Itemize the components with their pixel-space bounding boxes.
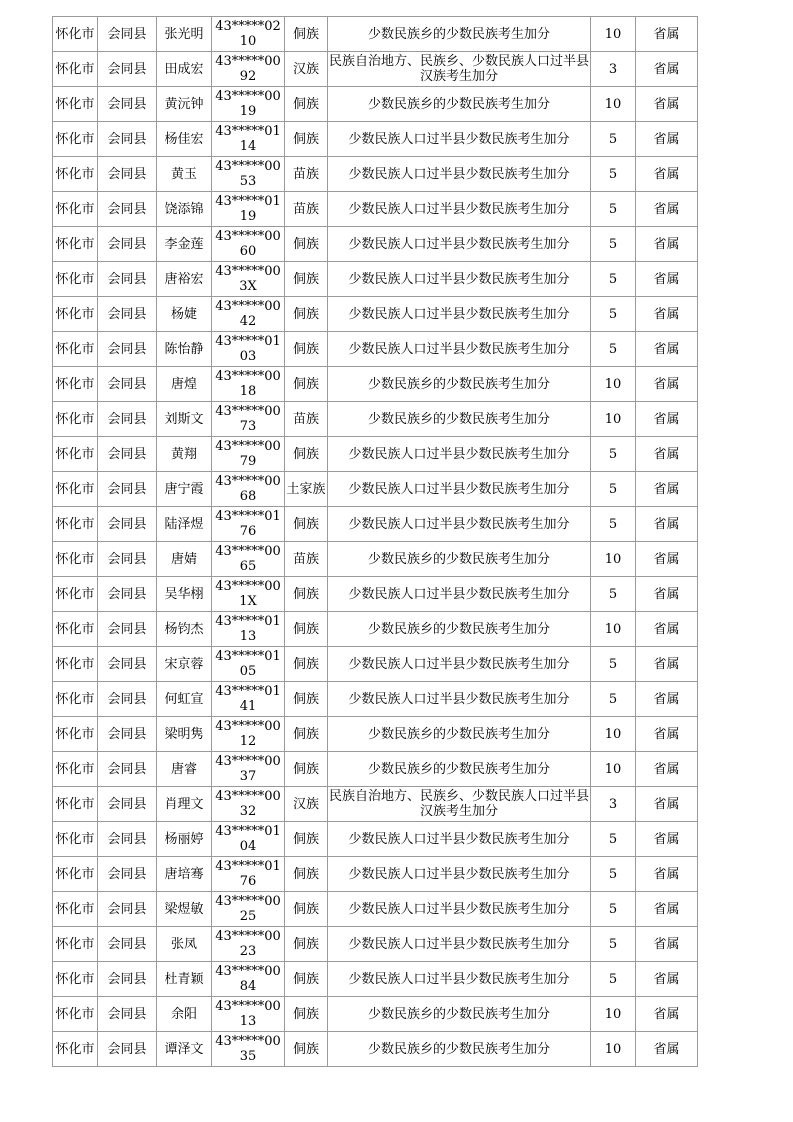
bonus-reason-cell: 少数民族人口过半县少数民族考生加分 <box>328 192 591 227</box>
table-row <box>53 52 698 87</box>
id-number-cell: 43*****0073 <box>212 402 285 437</box>
name-cell: 唐裕宏 <box>157 262 212 297</box>
id-number-cell: 43*****001X <box>212 577 285 612</box>
bonus-points-cell: 5 <box>591 297 636 332</box>
table-row <box>53 122 698 157</box>
bonus-reason-cell: 少数民族人口过半县少数民族考生加分 <box>328 892 591 927</box>
level-cell: 省属 <box>636 892 698 927</box>
level-cell: 省属 <box>636 507 698 542</box>
county-cell: 会同县 <box>98 682 157 717</box>
level-cell: 省属 <box>636 227 698 262</box>
ethnicity-cell: 侗族 <box>285 262 328 297</box>
table-row <box>53 367 698 402</box>
id-number-cell: 43*****0060 <box>212 227 285 262</box>
city-cell: 怀化市 <box>53 367 98 402</box>
ethnicity-cell: 侗族 <box>285 752 328 787</box>
county-cell: 会同县 <box>98 612 157 647</box>
name-cell: 张光明 <box>157 17 212 52</box>
bonus-points-cell: 5 <box>591 577 636 612</box>
bonus-reason-cell: 少数民族乡的少数民族考生加分 <box>328 87 591 122</box>
level-cell: 省属 <box>636 332 698 367</box>
name-cell: 唐宁霞 <box>157 472 212 507</box>
table-row <box>53 192 698 227</box>
level-cell: 省属 <box>636 52 698 87</box>
level-cell: 省属 <box>636 297 698 332</box>
id-number-cell: 43*****0119 <box>212 192 285 227</box>
bonus-reason-cell: 少数民族人口过半县少数民族考生加分 <box>328 332 591 367</box>
id-number-cell: 43*****0065 <box>212 542 285 577</box>
ethnicity-cell: 侗族 <box>285 227 328 262</box>
bonus-points-cell: 3 <box>591 787 636 822</box>
id-number-cell: 43*****0023 <box>212 927 285 962</box>
bonus-points-cell: 10 <box>591 17 636 52</box>
level-cell: 省属 <box>636 997 698 1032</box>
table-row <box>53 752 698 787</box>
county-cell: 会同县 <box>98 87 157 122</box>
ethnicity-cell: 侗族 <box>285 332 328 367</box>
bonus-points-cell: 5 <box>591 262 636 297</box>
table-row <box>53 892 698 927</box>
city-cell: 怀化市 <box>53 997 98 1032</box>
level-cell: 省属 <box>636 752 698 787</box>
name-cell: 刘斯文 <box>157 402 212 437</box>
id-number-cell: 43*****0092 <box>212 52 285 87</box>
level-cell: 省属 <box>636 17 698 52</box>
id-number-cell: 43*****0084 <box>212 962 285 997</box>
city-cell: 怀化市 <box>53 822 98 857</box>
level-cell: 省属 <box>636 962 698 997</box>
county-cell: 会同县 <box>98 332 157 367</box>
bonus-reason-cell: 少数民族人口过半县少数民族考生加分 <box>328 297 591 332</box>
bonus-points-cell: 5 <box>591 507 636 542</box>
county-cell: 会同县 <box>98 787 157 822</box>
table-row <box>53 437 698 472</box>
table-row <box>53 262 698 297</box>
city-cell: 怀化市 <box>53 262 98 297</box>
id-number-cell: 43*****0037 <box>212 752 285 787</box>
county-cell: 会同县 <box>98 122 157 157</box>
table-row <box>53 332 698 367</box>
id-number-cell: 43*****0019 <box>212 87 285 122</box>
city-cell: 怀化市 <box>53 962 98 997</box>
bonus-reason-cell: 民族自治地方、民族乡、少数民族人口过半县汉族考生加分 <box>328 787 591 822</box>
city-cell: 怀化市 <box>53 647 98 682</box>
county-cell: 会同县 <box>98 927 157 962</box>
city-cell: 怀化市 <box>53 122 98 157</box>
ethnicity-cell: 侗族 <box>285 682 328 717</box>
city-cell: 怀化市 <box>53 227 98 262</box>
county-cell: 会同县 <box>98 52 157 87</box>
bonus-points-cell: 5 <box>591 892 636 927</box>
id-number-cell: 43*****0114 <box>212 122 285 157</box>
id-number-cell: 43*****0053 <box>212 157 285 192</box>
city-cell: 怀化市 <box>53 752 98 787</box>
bonus-reason-cell: 少数民族人口过半县少数民族考生加分 <box>328 227 591 262</box>
bonus-reason-cell: 少数民族人口过半县少数民族考生加分 <box>328 927 591 962</box>
county-cell: 会同县 <box>98 227 157 262</box>
bonus-reason-cell: 少数民族人口过半县少数民族考生加分 <box>328 822 591 857</box>
bonus-reason-cell: 少数民族人口过半县少数民族考生加分 <box>328 472 591 507</box>
id-number-cell: 43*****0176 <box>212 857 285 892</box>
ethnicity-cell: 侗族 <box>285 997 328 1032</box>
table-row <box>53 997 698 1032</box>
bonus-points-cell: 10 <box>591 87 636 122</box>
ethnicity-cell: 侗族 <box>285 717 328 752</box>
county-cell: 会同县 <box>98 297 157 332</box>
city-cell: 怀化市 <box>53 332 98 367</box>
ethnicity-cell: 侗族 <box>285 507 328 542</box>
bonus-reason-cell: 少数民族人口过半县少数民族考生加分 <box>328 507 591 542</box>
table-row <box>53 612 698 647</box>
county-cell: 会同县 <box>98 822 157 857</box>
level-cell: 省属 <box>636 192 698 227</box>
level-cell: 省属 <box>636 577 698 612</box>
name-cell: 谭泽文 <box>157 1032 212 1067</box>
city-cell: 怀化市 <box>53 437 98 472</box>
table-body <box>53 17 698 1067</box>
bonus-points-cell: 10 <box>591 752 636 787</box>
id-number-cell: 43*****0079 <box>212 437 285 472</box>
name-cell: 杨婕 <box>157 297 212 332</box>
bonus-points-cell: 5 <box>591 157 636 192</box>
county-cell: 会同县 <box>98 647 157 682</box>
bonus-reason-cell: 少数民族人口过半县少数民族考生加分 <box>328 262 591 297</box>
id-number-cell: 43*****0068 <box>212 472 285 507</box>
bonus-reason-cell: 少数民族人口过半县少数民族考生加分 <box>328 157 591 192</box>
ethnicity-cell: 侗族 <box>285 577 328 612</box>
county-cell: 会同县 <box>98 262 157 297</box>
bonus-reason-cell: 少数民族乡的少数民族考生加分 <box>328 717 591 752</box>
ethnicity-cell: 侗族 <box>285 962 328 997</box>
city-cell: 怀化市 <box>53 787 98 822</box>
name-cell: 黄玉 <box>157 157 212 192</box>
table-row <box>53 542 698 577</box>
bonus-reason-cell: 少数民族人口过半县少数民族考生加分 <box>328 437 591 472</box>
county-cell: 会同县 <box>98 157 157 192</box>
name-cell: 陆泽煜 <box>157 507 212 542</box>
id-number-cell: 43*****0035 <box>212 1032 285 1067</box>
bonus-reason-cell: 少数民族乡的少数民族考生加分 <box>328 1032 591 1067</box>
name-cell: 杨丽婷 <box>157 822 212 857</box>
bonus-points-table <box>52 16 698 1067</box>
name-cell: 唐培骞 <box>157 857 212 892</box>
table-row <box>53 717 698 752</box>
county-cell: 会同县 <box>98 192 157 227</box>
table-row <box>53 472 698 507</box>
bonus-reason-cell: 少数民族乡的少数民族考生加分 <box>328 997 591 1032</box>
id-number-cell: 43*****0104 <box>212 822 285 857</box>
table-row <box>53 157 698 192</box>
name-cell: 何虹宣 <box>157 682 212 717</box>
level-cell: 省属 <box>636 647 698 682</box>
ethnicity-cell: 苗族 <box>285 157 328 192</box>
name-cell: 杨佳宏 <box>157 122 212 157</box>
table-row <box>53 962 698 997</box>
ethnicity-cell: 侗族 <box>285 927 328 962</box>
name-cell: 唐睿 <box>157 752 212 787</box>
bonus-points-cell: 5 <box>591 927 636 962</box>
name-cell: 杨钧杰 <box>157 612 212 647</box>
id-number-cell: 43*****0025 <box>212 892 285 927</box>
bonus-points-cell: 10 <box>591 997 636 1032</box>
level-cell: 省属 <box>636 262 698 297</box>
table-row <box>53 647 698 682</box>
name-cell: 唐婧 <box>157 542 212 577</box>
ethnicity-cell: 汉族 <box>285 52 328 87</box>
ethnicity-cell: 侗族 <box>285 647 328 682</box>
bonus-reason-cell: 少数民族乡的少数民族考生加分 <box>328 752 591 787</box>
table-row <box>53 87 698 122</box>
county-cell: 会同县 <box>98 367 157 402</box>
city-cell: 怀化市 <box>53 402 98 437</box>
name-cell: 陈怡静 <box>157 332 212 367</box>
id-number-cell: 43*****0013 <box>212 997 285 1032</box>
bonus-reason-cell: 少数民族人口过半县少数民族考生加分 <box>328 577 591 612</box>
table-row <box>53 297 698 332</box>
bonus-points-cell: 5 <box>591 962 636 997</box>
ethnicity-cell: 侗族 <box>285 367 328 402</box>
county-cell: 会同县 <box>98 402 157 437</box>
bonus-points-cell: 3 <box>591 52 636 87</box>
table-row <box>53 1032 698 1067</box>
city-cell: 怀化市 <box>53 542 98 577</box>
bonus-points-cell: 5 <box>591 472 636 507</box>
bonus-points-cell: 10 <box>591 367 636 402</box>
name-cell: 张凤 <box>157 927 212 962</box>
ethnicity-cell: 侗族 <box>285 437 328 472</box>
table-row <box>53 402 698 437</box>
ethnicity-cell: 侗族 <box>285 122 328 157</box>
city-cell: 怀化市 <box>53 682 98 717</box>
name-cell: 吴华栩 <box>157 577 212 612</box>
bonus-points-cell: 5 <box>591 227 636 262</box>
bonus-points-cell: 5 <box>591 332 636 367</box>
ethnicity-cell: 苗族 <box>285 192 328 227</box>
level-cell: 省属 <box>636 157 698 192</box>
table-row <box>53 507 698 542</box>
name-cell: 梁明隽 <box>157 717 212 752</box>
county-cell: 会同县 <box>98 507 157 542</box>
table-row <box>53 17 698 52</box>
level-cell: 省属 <box>636 717 698 752</box>
ethnicity-cell: 侗族 <box>285 612 328 647</box>
id-number-cell: 43*****0012 <box>212 717 285 752</box>
ethnicity-cell: 侗族 <box>285 822 328 857</box>
bonus-reason-cell: 民族自治地方、民族乡、少数民族人口过半县汉族考生加分 <box>328 52 591 87</box>
ethnicity-cell: 侗族 <box>285 297 328 332</box>
table-row <box>53 927 698 962</box>
bonus-reason-cell: 少数民族人口过半县少数民族考生加分 <box>328 647 591 682</box>
city-cell: 怀化市 <box>53 52 98 87</box>
name-cell: 肖理文 <box>157 787 212 822</box>
name-cell: 梁煜敏 <box>157 892 212 927</box>
ethnicity-cell: 汉族 <box>285 787 328 822</box>
city-cell: 怀化市 <box>53 612 98 647</box>
county-cell: 会同县 <box>98 472 157 507</box>
level-cell: 省属 <box>636 122 698 157</box>
county-cell: 会同县 <box>98 17 157 52</box>
county-cell: 会同县 <box>98 437 157 472</box>
ethnicity-cell: 苗族 <box>285 542 328 577</box>
bonus-reason-cell: 少数民族乡的少数民族考生加分 <box>328 542 591 577</box>
city-cell: 怀化市 <box>53 192 98 227</box>
id-number-cell: 43*****0210 <box>212 17 285 52</box>
ethnicity-cell: 土家族 <box>285 472 328 507</box>
name-cell: 宋京蓉 <box>157 647 212 682</box>
level-cell: 省属 <box>636 542 698 577</box>
id-number-cell: 43*****0042 <box>212 297 285 332</box>
table-row <box>53 822 698 857</box>
bonus-points-cell: 10 <box>591 542 636 577</box>
city-cell: 怀化市 <box>53 297 98 332</box>
id-number-cell: 43*****0103 <box>212 332 285 367</box>
bonus-points-cell: 5 <box>591 192 636 227</box>
county-cell: 会同县 <box>98 857 157 892</box>
bonus-points-cell: 10 <box>591 402 636 437</box>
county-cell: 会同县 <box>98 717 157 752</box>
city-cell: 怀化市 <box>53 857 98 892</box>
city-cell: 怀化市 <box>53 717 98 752</box>
bonus-reason-cell: 少数民族乡的少数民族考生加分 <box>328 402 591 437</box>
level-cell: 省属 <box>636 612 698 647</box>
ethnicity-cell: 侗族 <box>285 87 328 122</box>
id-number-cell: 43*****003X <box>212 262 285 297</box>
id-number-cell: 43*****0141 <box>212 682 285 717</box>
city-cell: 怀化市 <box>53 17 98 52</box>
county-cell: 会同县 <box>98 997 157 1032</box>
level-cell: 省属 <box>636 787 698 822</box>
id-number-cell: 43*****0018 <box>212 367 285 402</box>
bonus-points-cell: 5 <box>591 122 636 157</box>
bonus-points-cell: 10 <box>591 717 636 752</box>
county-cell: 会同县 <box>98 752 157 787</box>
bonus-points-cell: 10 <box>591 1032 636 1067</box>
city-cell: 怀化市 <box>53 507 98 542</box>
bonus-reason-cell: 少数民族乡的少数民族考生加分 <box>328 17 591 52</box>
id-number-cell: 43*****0113 <box>212 612 285 647</box>
name-cell: 李金莲 <box>157 227 212 262</box>
city-cell: 怀化市 <box>53 1032 98 1067</box>
bonus-points-cell: 5 <box>591 682 636 717</box>
id-number-cell: 43*****0105 <box>212 647 285 682</box>
bonus-reason-cell: 少数民族人口过半县少数民族考生加分 <box>328 857 591 892</box>
name-cell: 黄翔 <box>157 437 212 472</box>
city-cell: 怀化市 <box>53 927 98 962</box>
county-cell: 会同县 <box>98 577 157 612</box>
name-cell: 饶添锦 <box>157 192 212 227</box>
bonus-reason-cell: 少数民族人口过半县少数民族考生加分 <box>328 682 591 717</box>
bonus-reason-cell: 少数民族乡的少数民族考生加分 <box>328 367 591 402</box>
bonus-reason-cell: 少数民族人口过半县少数民族考生加分 <box>328 122 591 157</box>
ethnicity-cell: 侗族 <box>285 1032 328 1067</box>
name-cell: 唐煌 <box>157 367 212 402</box>
city-cell: 怀化市 <box>53 87 98 122</box>
county-cell: 会同县 <box>98 542 157 577</box>
level-cell: 省属 <box>636 437 698 472</box>
county-cell: 会同县 <box>98 1032 157 1067</box>
level-cell: 省属 <box>636 822 698 857</box>
name-cell: 杜青颖 <box>157 962 212 997</box>
bonus-points-cell: 10 <box>591 612 636 647</box>
county-cell: 会同县 <box>98 892 157 927</box>
bonus-reason-cell: 少数民族乡的少数民族考生加分 <box>328 612 591 647</box>
county-cell: 会同县 <box>98 962 157 997</box>
table-row <box>53 857 698 892</box>
id-number-cell: 43*****0032 <box>212 787 285 822</box>
ethnicity-cell: 侗族 <box>285 857 328 892</box>
level-cell: 省属 <box>636 87 698 122</box>
name-cell: 余阳 <box>157 997 212 1032</box>
level-cell: 省属 <box>636 402 698 437</box>
bonus-points-cell: 5 <box>591 822 636 857</box>
level-cell: 省属 <box>636 1032 698 1067</box>
name-cell: 田成宏 <box>157 52 212 87</box>
bonus-points-cell: 5 <box>591 437 636 472</box>
level-cell: 省属 <box>636 927 698 962</box>
city-cell: 怀化市 <box>53 892 98 927</box>
bonus-reason-cell: 少数民族人口过半县少数民族考生加分 <box>328 962 591 997</box>
bonus-points-cell: 5 <box>591 647 636 682</box>
id-number-cell: 43*****0176 <box>212 507 285 542</box>
level-cell: 省属 <box>636 857 698 892</box>
bonus-points-cell: 5 <box>591 857 636 892</box>
city-cell: 怀化市 <box>53 577 98 612</box>
table-row <box>53 227 698 262</box>
level-cell: 省属 <box>636 682 698 717</box>
table-row <box>53 787 698 822</box>
table-row <box>53 577 698 612</box>
name-cell: 黄沅钟 <box>157 87 212 122</box>
ethnicity-cell: 侗族 <box>285 892 328 927</box>
level-cell: 省属 <box>636 367 698 402</box>
ethnicity-cell: 苗族 <box>285 402 328 437</box>
table-row <box>53 682 698 717</box>
city-cell: 怀化市 <box>53 157 98 192</box>
level-cell: 省属 <box>636 472 698 507</box>
ethnicity-cell: 侗族 <box>285 17 328 52</box>
city-cell: 怀化市 <box>53 472 98 507</box>
